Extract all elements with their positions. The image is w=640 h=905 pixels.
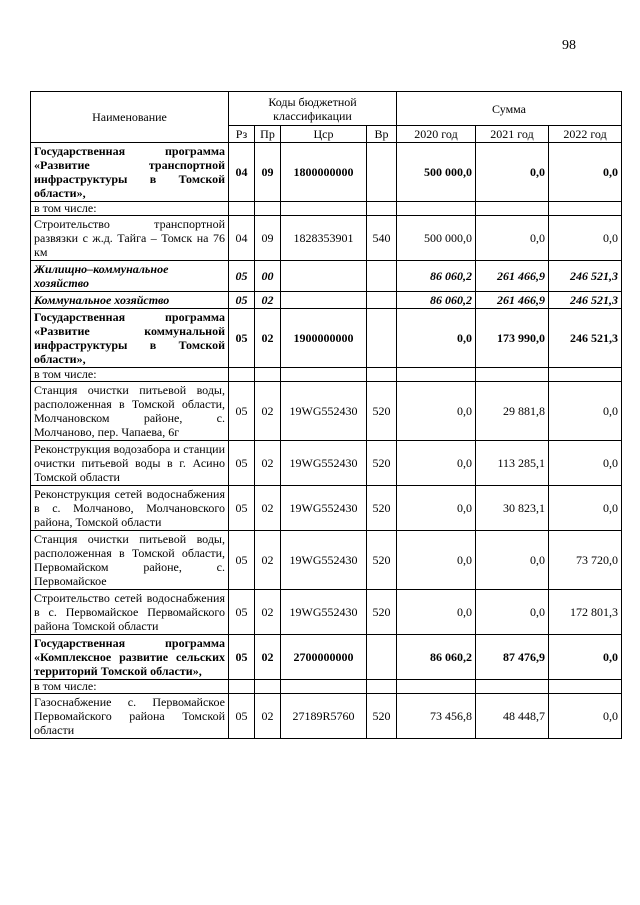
cell-2020 [397,368,476,382]
cell-vr: 520 [367,590,397,635]
cell-csr [281,368,367,382]
cell-rz [229,368,255,382]
cell-2022: 0,0 [549,216,622,261]
cell-name: Коммунальное хозяйство [31,292,229,309]
cell-2020: 500 000,0 [397,216,476,261]
cell-name: Государственная программа «Комплексное развитие сельских территорий Томской области», [31,635,229,680]
table-row [31,635,622,680]
cell-2022: 246 521,3 [549,292,622,309]
cell-csr: 19WG552430 [281,486,367,531]
cell-2022: 0,0 [549,694,622,739]
cell-2022: 0,0 [549,441,622,486]
cell-csr: 19WG552430 [281,590,367,635]
header-2021: 2021 год [476,126,549,143]
cell-name: Жилищно–коммунальное хозяйство [31,261,229,292]
header-2020: 2020 год [397,126,476,143]
cell-pr: 02 [255,382,281,441]
cell-csr: 1800000000 [281,143,367,202]
cell-csr: 19WG552430 [281,382,367,441]
header-row-1 [31,92,622,126]
cell-2020: 0,0 [397,531,476,590]
cell-2021: 0,0 [476,143,549,202]
cell-name: в том числе: [31,680,229,694]
table-row [31,143,622,202]
cell-name: Станция очистки питьевой воды, расположенная в Томской области, Первомайском районе, с. Первомайское [31,531,229,590]
budget-table [30,91,622,739]
cell-csr: 1900000000 [281,309,367,368]
table-row [31,531,622,590]
cell-name: Строительство транспортной развязки с ж.д. Тайга – Томск на 76 км [31,216,229,261]
header-rz: Рз [229,126,255,143]
cell-name: в том числе: [31,368,229,382]
cell-rz: 05 [229,441,255,486]
cell-name: Реконструкция водозабора и станции очистки питьевой воды в г. Асино Томской области [31,441,229,486]
cell-vr [367,202,397,216]
cell-2020: 73 456,8 [397,694,476,739]
table-row [31,216,622,261]
cell-vr: 520 [367,382,397,441]
cell-pr: 09 [255,216,281,261]
table-row [31,261,622,292]
cell-csr: 19WG552430 [281,441,367,486]
cell-2022: 246 521,3 [549,261,622,292]
table-row [31,292,622,309]
cell-rz: 05 [229,590,255,635]
table-row [31,368,622,382]
header-name: Наименование [31,92,229,143]
cell-vr [367,309,397,368]
cell-2021: 0,0 [476,531,549,590]
cell-rz: 05 [229,486,255,531]
cell-vr [367,680,397,694]
cell-2021: 30 823,1 [476,486,549,531]
cell-2021: 261 466,9 [476,292,549,309]
cell-vr [367,143,397,202]
cell-csr: 1828353901 [281,216,367,261]
cell-vr: 520 [367,441,397,486]
cell-pr [255,680,281,694]
cell-rz: 05 [229,261,255,292]
cell-rz: 05 [229,531,255,590]
cell-2021: 0,0 [476,590,549,635]
table-row [31,382,622,441]
cell-2020: 86 060,2 [397,261,476,292]
cell-name: Государственная программа «Развитие коммунальной инфраструктуры в Томской области», [31,309,229,368]
cell-name: Станция очистки питьевой воды, расположенная в Томской области, Молчановском районе, с. Молчаново, пер. Чапаева, 6г [31,382,229,441]
header-codes: Коды бюджетной классификации [229,92,397,126]
cell-2022 [549,368,622,382]
cell-2022: 172 801,3 [549,590,622,635]
cell-2021: 48 448,7 [476,694,549,739]
cell-pr: 02 [255,635,281,680]
cell-2022: 0,0 [549,382,622,441]
cell-2020: 86 060,2 [397,635,476,680]
cell-name: Реконструкция сетей водоснабжения в с. Молчаново, Молчановского района, Томской области [31,486,229,531]
cell-name: в том числе: [31,202,229,216]
cell-name: Государственная программа «Развитие транспортной инфраструктуры в Томской области», [31,143,229,202]
header-pr: Пр [255,126,281,143]
cell-2021: 173 990,0 [476,309,549,368]
cell-2020: 0,0 [397,382,476,441]
cell-2020: 0,0 [397,486,476,531]
cell-vr: 520 [367,694,397,739]
cell-csr: 2700000000 [281,635,367,680]
cell-vr: 520 [367,486,397,531]
cell-rz: 05 [229,382,255,441]
cell-2020 [397,202,476,216]
cell-pr: 02 [255,292,281,309]
cell-rz: 04 [229,216,255,261]
cell-rz: 05 [229,309,255,368]
cell-name: Строительство сетей водоснабжения в с. Первомайское Первомайского района Томской области [31,590,229,635]
cell-rz: 05 [229,694,255,739]
cell-2021: 0,0 [476,216,549,261]
cell-2021 [476,368,549,382]
cell-pr: 00 [255,261,281,292]
cell-csr: 27189R5760 [281,694,367,739]
cell-csr [281,680,367,694]
header-vr: Вр [367,126,397,143]
cell-csr [281,202,367,216]
table-row [31,309,622,368]
cell-pr [255,368,281,382]
table-row [31,590,622,635]
cell-2022: 0,0 [549,635,622,680]
cell-2020: 0,0 [397,441,476,486]
cell-rz: 05 [229,635,255,680]
cell-2022 [549,680,622,694]
cell-vr [367,261,397,292]
cell-csr: 19WG552430 [281,531,367,590]
cell-2020: 500 000,0 [397,143,476,202]
cell-2020: 0,0 [397,590,476,635]
cell-vr [367,635,397,680]
cell-name: Газоснабжение с. Первомайское Первомайского района Томской области [31,694,229,739]
cell-2021 [476,202,549,216]
cell-pr: 09 [255,143,281,202]
cell-rz: 05 [229,292,255,309]
table-body [31,143,622,739]
header-2022: 2022 год [549,126,622,143]
cell-pr: 02 [255,590,281,635]
cell-2020 [397,680,476,694]
cell-csr [281,261,367,292]
cell-2021 [476,680,549,694]
cell-csr [281,292,367,309]
cell-rz [229,680,255,694]
cell-2022: 0,0 [549,486,622,531]
cell-pr [255,202,281,216]
header-csr: Цср [281,126,367,143]
cell-2020: 0,0 [397,309,476,368]
cell-vr: 540 [367,216,397,261]
page-number: 98 [562,38,576,53]
cell-2022: 0,0 [549,143,622,202]
header-sum: Сумма [397,92,622,126]
table-row [31,441,622,486]
cell-vr: 520 [367,531,397,590]
table-row [31,202,622,216]
table-row [31,486,622,531]
cell-2021: 113 285,1 [476,441,549,486]
table-row [31,694,622,739]
cell-pr: 02 [255,441,281,486]
cell-2022: 246 521,3 [549,309,622,368]
cell-2021: 261 466,9 [476,261,549,292]
cell-pr: 02 [255,309,281,368]
cell-2021: 29 881,8 [476,382,549,441]
cell-vr [367,368,397,382]
table-row [31,680,622,694]
cell-2022 [549,202,622,216]
cell-2022: 73 720,0 [549,531,622,590]
cell-rz: 04 [229,143,255,202]
cell-pr: 02 [255,694,281,739]
cell-2020: 86 060,2 [397,292,476,309]
cell-pr: 02 [255,531,281,590]
cell-rz [229,202,255,216]
cell-2021: 87 476,9 [476,635,549,680]
cell-vr [367,292,397,309]
cell-pr: 02 [255,486,281,531]
